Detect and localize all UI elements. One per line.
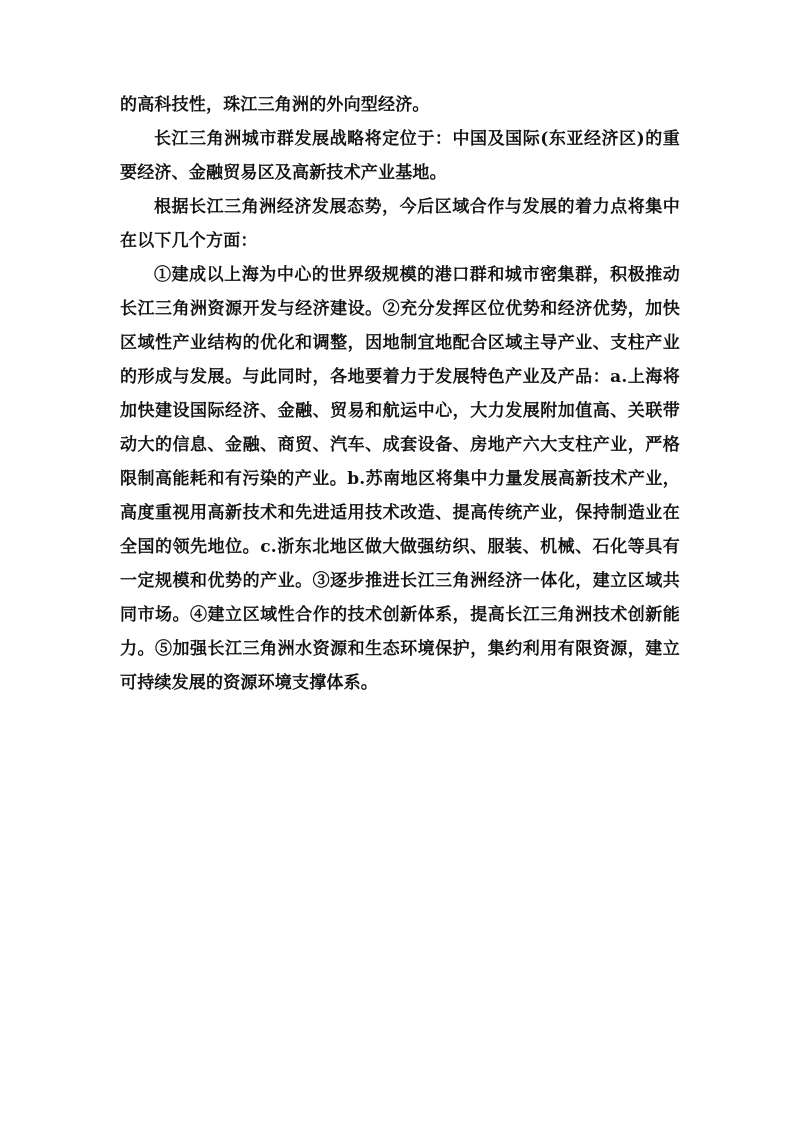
paragraph-focus-points: ①建成以上海为中心的世界级规模的港口群和城市密集群，积极推动长江三角洲资源开发与经济建设。②充分发挥区位优势和经济优势，加快区域性产业结构的优化和调整，因地制宜地配合区域主导产业、支柱产业的形成与发展。与此同时，各地要着力于发展特色产业及产品：a.上海将加快建设国际经济、金融、贸易和航运中心，大力发展附加值高、关联带动大的信息、金融、商贸、汽车、成套设备、房地产六大支柱产业，严格限制高能耗和有污染的产业。b.苏南地区将集中力量发展高新技术产业，高度重视用高新技术和先进适用技术改造、提高传统产业，保持制造业在全国的领先地位。c.浙东北地区做大做强纺织、服装、机械、石化等具有一定规模和优势的产业。③逐步推进长江三角洲经济一体化，建立区域共同市场。④建立区域性合作的技术创新体系，提高长江三角洲技术创新能力。⑤加强长江三角洲水资源和生态环境保护，集约利用有限资源，建立可持续发展的资源环境支撑体系。 (120, 265, 680, 693)
paragraph-continuation: 的高科技性，珠江三角洲的外向型经济。 (120, 95, 430, 115)
paragraph-focus-intro: 根据长江三角洲经济发展态势，今后区域合作与发展的着力点将集中在以下几个方面： (120, 197, 680, 251)
document-body (120, 88, 680, 700)
paragraph-strategy: 长江三角洲城市群发展战略将定位于：中国及国际(东亚经济区)的重要经济、金融贸易区及高新技术产业基地。 (120, 129, 680, 183)
